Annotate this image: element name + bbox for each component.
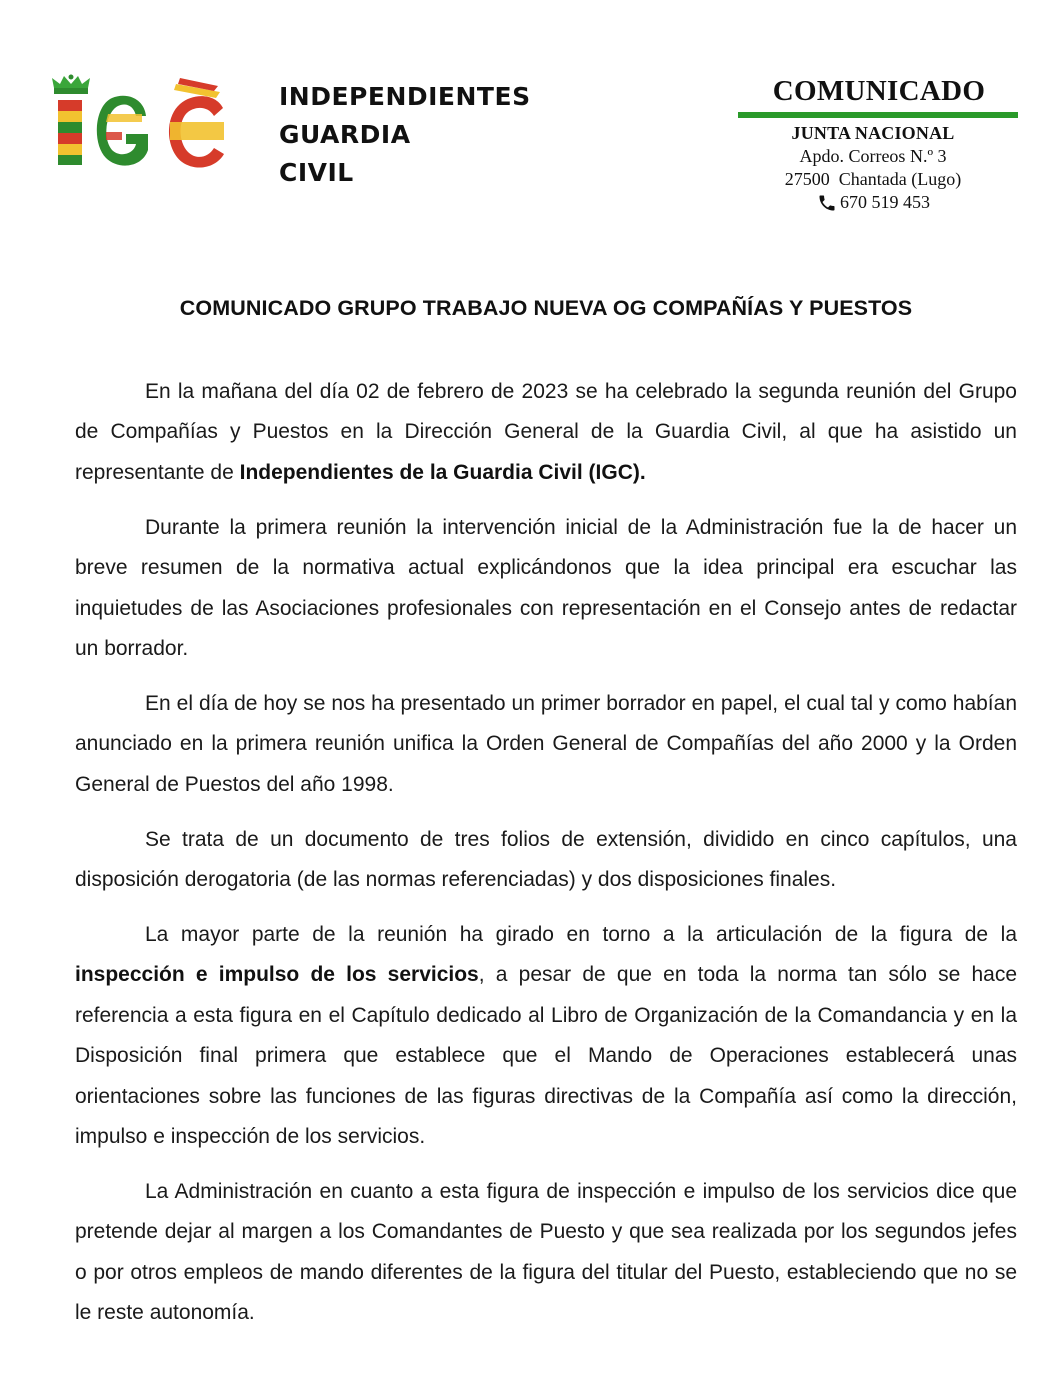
- paragraph: [75, 915, 1017, 1157]
- paragraph-text: , a pesar de que en toda la norma tan sólo se hace referencia a esta figura en el Capítulo dedicado al Libro de Organización de la Comandancia y en la Disposición final primera que establece que el Mando de Operaciones establecerá unas orientaciones sobre las funciones de las figuras directivas de la Compañía así como la dirección, impulso e inspección de los servicios.: [75, 963, 1017, 1148]
- comunicado-label: COMUNICADO: [772, 75, 986, 107]
- paragraph-text: En la mañana del día 02 de febrero de 2023 se ha celebrado la segunda reunión del Grupo de Compañías y Puestos en la Dirección General de la Guardia Civil, al que ha asistido un representante de: [75, 380, 1017, 484]
- paragraph: Se trata de un documento de tres folios de extensión, dividido en cinco capítulos, una disposición derogatoria (de las normas referenciadas) y dos disposiciones finales.: [75, 827, 1017, 891]
- paragraph: En el día de hoy se nos ha presentado un primer borrador en papel, el cual tal y como habían anunciado en la primera reunión unifica la Orden General de Compañías del año 2000 y la Orden General de Puestos del año 1998.: [75, 691, 1017, 796]
- phone-number: 670 519 453: [840, 192, 930, 212]
- org-name-line: INDEPENDIENTES: [279, 82, 531, 111]
- green-divider: [738, 112, 1018, 118]
- org-name-line: CIVIL: [279, 158, 354, 187]
- phone-icon: [816, 193, 838, 213]
- organization-name: [279, 78, 531, 192]
- address-line: 27500 Chantada (Lugo): [784, 169, 962, 189]
- paragraph: Durante la primera reunión la intervención inicial de la Administración fue la de hacer un breve resumen de la normativa actual explicándonos que la idea principal era escuchar las inquietudes de las Asociaciones profesionales con representación en el Consejo antes de redactar un borrador.: [75, 515, 1017, 660]
- document-body: [75, 372, 1017, 1348]
- junta-nacional: JUNTA NACIONAL: [791, 123, 955, 143]
- contact-block: [728, 122, 1018, 219]
- crown-icon: [52, 75, 90, 95]
- comunicado-header: [738, 74, 1018, 219]
- address-line: Apdo. Correos N.º 3: [799, 146, 947, 166]
- document-title: COMUNICADO GRUPO TRABAJO NUEVA OG COMPAÑÍAS Y PUESTOS: [179, 296, 913, 320]
- paragraph: [75, 372, 1017, 493]
- paragraph-bold-text: inspección e impulso de los servicios: [75, 963, 479, 987]
- org-name-line: GUARDIA: [279, 120, 411, 149]
- igc-logo: [48, 74, 230, 174]
- phone-line: [816, 191, 930, 214]
- paragraph-text: La mayor parte de la reunión ha girado en torno a la articulación de la figura de la: [145, 922, 1017, 946]
- paragraph: La Administración en cuanto a esta figura de inspección e impulso de los servicios dice que pretende dejar al margen a los Comandantes de Puesto y que sea realizada por los segundos jefes o por otros empleos de mando diferentes de la figura del titular del Puesto, estableciendo que no se le reste autonomía.: [75, 1179, 1017, 1325]
- paragraph-bold-text: Independientes de la Guardia Civil (IGC).: [239, 460, 646, 484]
